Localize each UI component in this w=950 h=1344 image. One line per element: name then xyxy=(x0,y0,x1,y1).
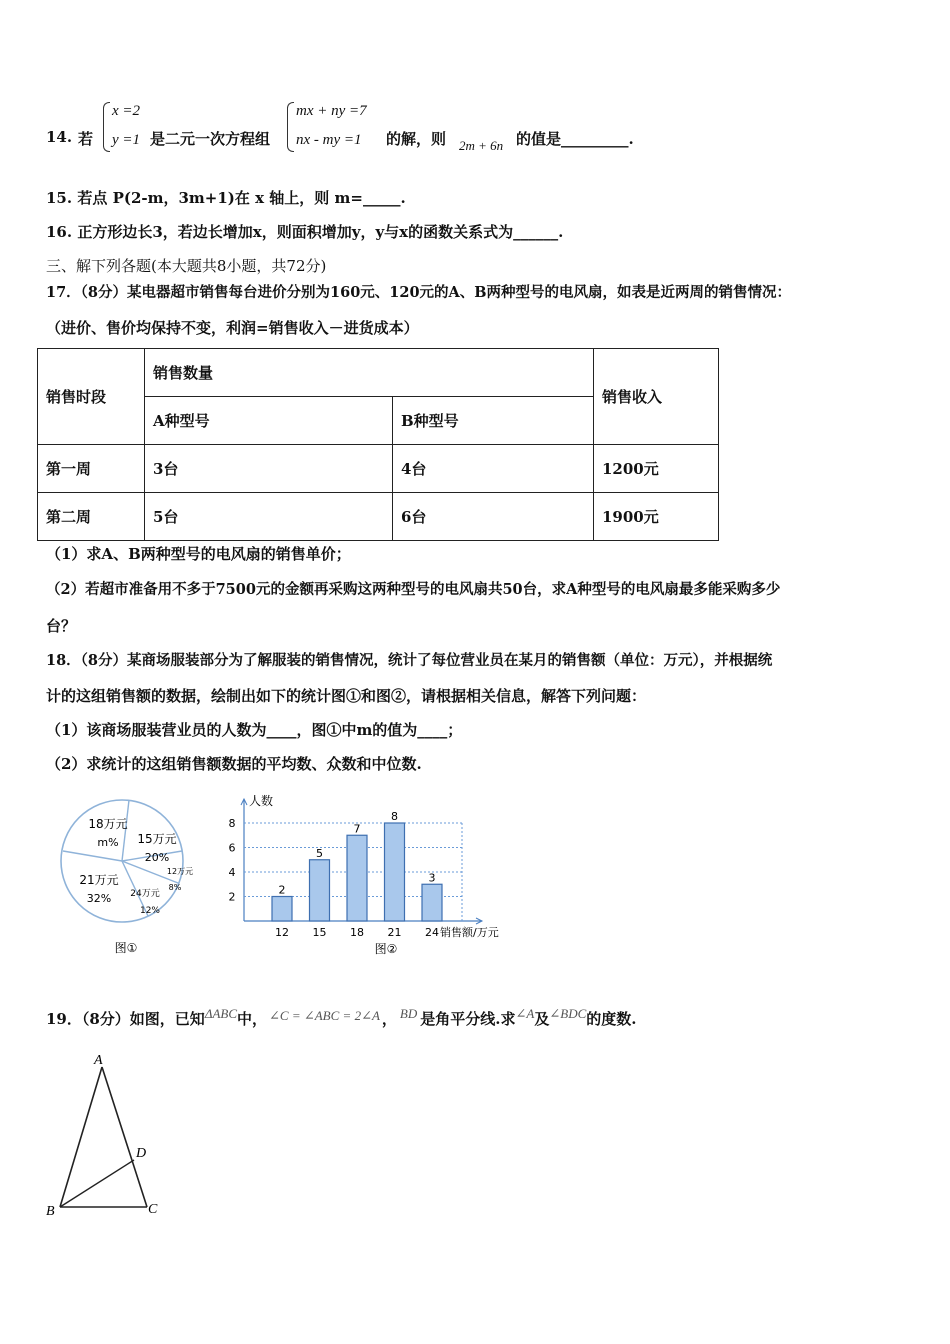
bar-category-label: 18 xyxy=(350,926,364,939)
q14-ruo: 若 xyxy=(78,130,94,148)
bar-chart xyxy=(222,785,512,965)
pie-label-15: 15万元 xyxy=(137,832,177,846)
bar-caption: 图② xyxy=(374,942,398,956)
bar-category-label: 21 xyxy=(387,926,402,939)
bar-value-label: 7 xyxy=(353,822,361,836)
header-type-b: B种型号 xyxy=(393,397,594,445)
label-a: A xyxy=(94,1053,103,1068)
bar-ylabel: 人数 xyxy=(249,794,274,808)
bar-ytick-label: 6 xyxy=(228,841,236,855)
q16-number: 16. xyxy=(46,223,73,241)
q16 xyxy=(46,221,910,242)
bar-value-label: 3 xyxy=(428,871,436,885)
pie-label-12: 12万元 xyxy=(166,867,194,876)
table-row xyxy=(38,493,719,541)
q19 xyxy=(46,1008,637,1029)
cell-a: 5台 xyxy=(145,493,393,541)
q18-line2: 计的这组销售额的数据，绘制出如下的统计图①和图②，请根据相关信息，解答下列问题： xyxy=(46,687,647,705)
q19-ji: 及 xyxy=(534,1010,550,1028)
q15 xyxy=(46,187,910,208)
bar-ytick-label: 2 xyxy=(228,890,236,904)
pie-pct-24: 12% xyxy=(139,906,161,916)
cell-a: 3台 xyxy=(145,445,393,493)
cell-income: 1200元 xyxy=(594,445,719,493)
cell-period: 第二周 xyxy=(38,493,145,541)
pie-caption: 图① xyxy=(114,941,138,955)
q17-line2: （进价、售价均保持不变，利润=销售收入－进货成本） xyxy=(46,319,419,337)
q15-number: 15. xyxy=(46,189,73,207)
segment-bd xyxy=(60,1160,134,1207)
side-ab xyxy=(60,1067,102,1207)
q17-sub2b: 台？ xyxy=(46,617,77,635)
header-type-a: A种型号 xyxy=(145,397,393,445)
table-row xyxy=(38,445,719,493)
q14-brace-2 xyxy=(287,102,294,152)
q14-system1-eq2: y =1 xyxy=(112,132,141,148)
pie-label-18: 18万元 xyxy=(88,817,128,831)
label-b: B xyxy=(46,1204,55,1219)
q16-text: 正方形边长3，若边长增加x，则面积增加y，y与x的函数关系式为______. xyxy=(77,223,564,241)
cell-b: 4台 xyxy=(393,445,594,493)
q19-tail: 的度数. xyxy=(586,1010,637,1028)
bar-15 xyxy=(310,860,330,921)
q19-angle-a: ∠A xyxy=(515,1006,535,1021)
section3-heading: 三、解下列各题(本大题共8小题，共72分) xyxy=(46,257,327,275)
q15-text: 若点 P(2-m，3m+1)在 x 轴上，则 m=_____. xyxy=(77,189,406,207)
bar-12 xyxy=(272,897,292,922)
bar-24 xyxy=(422,884,442,921)
bar-21 xyxy=(385,823,405,921)
pie-pct-12: 8% xyxy=(168,883,182,892)
cell-period: 第一周 xyxy=(38,445,145,493)
q18-line1: 18．（8分）某商场服装部分为了解服装的销售情况，统计了每位营业员在某月的销售额（单位：万元），并根据统 xyxy=(46,652,773,669)
cell-income: 1900元 xyxy=(594,493,719,541)
q14-system2-eq1: mx + ny =7 xyxy=(296,103,367,119)
label-d: D xyxy=(136,1146,147,1161)
q17-sub1: （1）求A、B两种型号的电风扇的销售单价； xyxy=(46,545,351,563)
pie-label-24: 24万元 xyxy=(130,889,160,899)
q17-sub2a: （2）若超市准备用不多于7500元的金额再采购这两种型号的电风扇共50台，求A种型号的电风扇最多能采购多少 xyxy=(46,581,781,598)
pie-pct-15: 20% xyxy=(144,851,170,864)
pie-pct-18: m% xyxy=(97,836,119,849)
q18-sub1: （1）该商场服装营业员的人数为____，图①中m的值为____； xyxy=(46,721,463,739)
q19-angle-bdc: ∠BDC xyxy=(549,1006,587,1021)
bar-category-label: 12 xyxy=(275,926,289,939)
q14-text-after: 的解，则 xyxy=(386,130,447,148)
sales-table xyxy=(37,348,719,541)
bar-value-label: 2 xyxy=(278,883,286,897)
q19-mid: 是角平分线.求 xyxy=(420,1010,516,1028)
bar-ytick-label: 8 xyxy=(228,817,236,830)
q19-comma: ， xyxy=(381,1010,397,1028)
q14-expression: 2m + 6n xyxy=(459,138,504,153)
q14-text-mid: 是二元一次方程组 xyxy=(150,130,271,148)
bar-value-label: 5 xyxy=(316,846,323,860)
bar-category-label: 24 xyxy=(425,926,439,939)
bar-xlabel: 销售额/万元 xyxy=(440,926,499,939)
q17-line1: 17．（8分）某电器超市销售每台进价分别为160元、120元的A、B两种型号的电风扇，如表是近两周的销售情况： xyxy=(46,284,792,301)
q18-sub2: （2）求统计的这组销售额数据的平均数、众数和中位数. xyxy=(46,755,422,773)
label-c: C xyxy=(148,1202,158,1217)
bar-category-label: 15 xyxy=(312,926,327,939)
q14-system2-eq2: nx - my =1 xyxy=(296,132,362,148)
q19-prefix: 19．（8分）如图，已知 xyxy=(46,1010,205,1028)
cell-b: 6台 xyxy=(393,493,594,541)
header-quantity: 销售数量 xyxy=(145,349,594,397)
q14-brace-1 xyxy=(103,102,110,152)
q14-tail: 的值是_________. xyxy=(516,130,634,148)
q19-triangle: ΔABC xyxy=(204,1006,237,1021)
pie-pct-21: 32% xyxy=(86,892,112,905)
bar-ytick-label: 4 xyxy=(228,866,236,879)
triangle-figure xyxy=(40,1045,180,1230)
side-ac xyxy=(102,1067,147,1207)
q14-number: 14. xyxy=(46,128,73,146)
q19-zhong: 中， xyxy=(237,1010,268,1028)
q19-bd: BD xyxy=(399,1006,418,1021)
bar-value-label: 8 xyxy=(391,810,398,823)
header-period: 销售时段 xyxy=(38,349,145,445)
bar-18 xyxy=(347,835,367,921)
pie-label-21: 21万元 xyxy=(79,873,119,887)
q14-system1-eq1: x =2 xyxy=(112,103,141,119)
pie-chart xyxy=(56,795,206,965)
q19-condition: ∠C = ∠ABC = 2∠A xyxy=(269,1008,380,1023)
header-income: 销售收入 xyxy=(594,349,719,445)
